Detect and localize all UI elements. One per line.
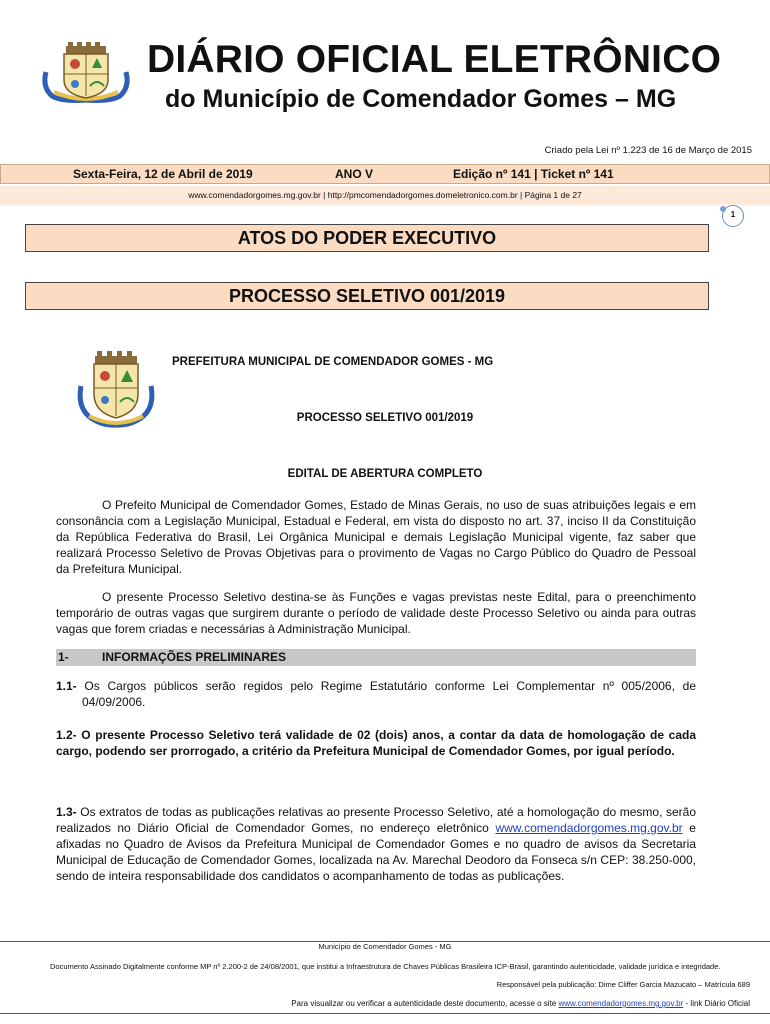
process-title: PROCESSO SELETIVO 001/2019 — [296, 412, 474, 424]
footer-verify-prefix: Para visualizar ou verificar a autenticidade deste documento, acesse o site — [291, 999, 557, 1008]
footer-bottom-divider — [0, 1013, 770, 1014]
item-1-3-text-b: e afixadas no Quadro de Avisos da Prefeitura Municipal de Comendador Gomes e no quadro de avisos da Secretaria Municipal de Educação de Comendador Gomes, localizada na Av. Marechal Deodoro da Fonseca s/n CEP: 38.250-000, sendo de inteira responsabilidade dos candidatos o acompanhamento de todas as publicações. — [56, 821, 696, 883]
edition-bar — [0, 164, 770, 184]
footer-responsible: Responsável pela publicação: Dime Cliffer Garcia Mazucato – Matrícula 689 — [496, 980, 750, 989]
section-1-title: INFORMAÇÕES PRELIMINARES — [102, 650, 287, 664]
edition-date: Sexta-Feira, 12 de Abril de 2019 — [73, 167, 253, 181]
item-1-1-text: Os Cargos públicos serão regidos pelo Regime Estatutário conforme Lei Complementar nº 005/2006, de 04/09/2006. — [82, 679, 696, 709]
item-1-2: 1.2- O presente Processo Seletivo terá validade de 02 (dois) anos, a contar da data de homologação de cada cargo, podendo ser prorrogado, a critério da Prefeitura Municipal de Comendador Gomes, por igual período. — [56, 728, 696, 758]
coat-of-arms-icon — [40, 42, 132, 104]
footer-verify-suffix: - link Diário Oficial — [685, 999, 750, 1008]
footer-municipality: Município de Comendador Gomes - MG — [318, 942, 452, 951]
page-number-badge — [722, 205, 744, 227]
paragraph-intro: O Prefeito Municipal de Comendador Gomes, Estado de Minas Gerais, no uso de suas atribuições legais e em consonância com a Legislação Municipal, Estadual e Federal, em vista do disposto no art. 37, inciso II da Constituição da República Federativa do Brasil, Lei Orgânica Municipal e demais Legislação Municipal vigente, faz saber que realizará Processo Seletivo de Provas Objetivas para o provimento de Vagas no Cargo Público do Quadro de Pessoal da Prefeitura Municipal. — [56, 498, 696, 576]
page-number: 1 — [730, 210, 736, 219]
item-1-1 — [56, 678, 696, 710]
item-1-3-text-a: Os extratos de todas as publicações relativas ao presente Processo Seletivo, até a homologação do mesmo, serão realizados no Diário Oficial de Comendador Gomes, no endereço eletrônico — [56, 805, 697, 835]
footer-verify — [291, 999, 750, 1008]
edition-year: ANO V — [335, 167, 374, 181]
section-1-header — [56, 649, 696, 666]
masthead-subtitle: do Município de Comendador Gomes – MG — [165, 85, 677, 113]
item-1-1-label: 1.1- — [56, 679, 77, 693]
creation-law-note: Criado pela Lei nº 1.223 de 16 de Março de 2015 — [544, 145, 752, 156]
edital-title: EDITAL DE ABERTURA COMPLETO — [287, 468, 483, 480]
item-1-3-link[interactable]: www.comendadorgomes.mg.gov.br — [495, 821, 683, 835]
links-bar: www.comendadorgomes.mg.gov.br | http://pmcomendadorgomes.domeletronico.com.br | Página 1 de 27 — [0, 186, 770, 205]
section-1-number: 1- — [58, 650, 69, 664]
footer-verify-link[interactable]: www.comendadorgomes.mg.gov.br — [558, 999, 684, 1008]
item-1-3 — [56, 804, 696, 884]
masthead-title: DIÁRIO OFICIAL ELETRÔNICO — [147, 38, 722, 81]
item-1-3-label: 1.3- — [56, 805, 77, 819]
edition-number: Edição nº 141 | Ticket nº 141 — [453, 167, 614, 181]
footer-signature-notice: Documento Assinado Digitalmente conforme MP nº 2.200-2 de 24/08/2001, que institui a Infraestrutura de Chaves Públicas Brasileira ICP-Brasil, garantindo autenticidade, validade jurídica e integridade. — [50, 962, 721, 971]
page-dot-icon — [720, 206, 726, 212]
paragraph-purpose: O presente Processo Seletivo destina-se às Funções e vagas previstas neste Edital, para o preenchimento temporário de outras vagas que surgirem durante o período de validade deste Processo Seletivo ou ainda para outras vagas que forem criadas e necessárias à Administração Municipal. — [56, 590, 696, 636]
section-executive-acts: ATOS DO PODER EXECUTIVO — [25, 224, 709, 252]
section-selective-process: PROCESSO SELETIVO 001/2019 — [25, 282, 709, 310]
issuer-name: PREFEITURA MUNICIPAL DE COMENDADOR GOMES - MG — [172, 356, 494, 368]
